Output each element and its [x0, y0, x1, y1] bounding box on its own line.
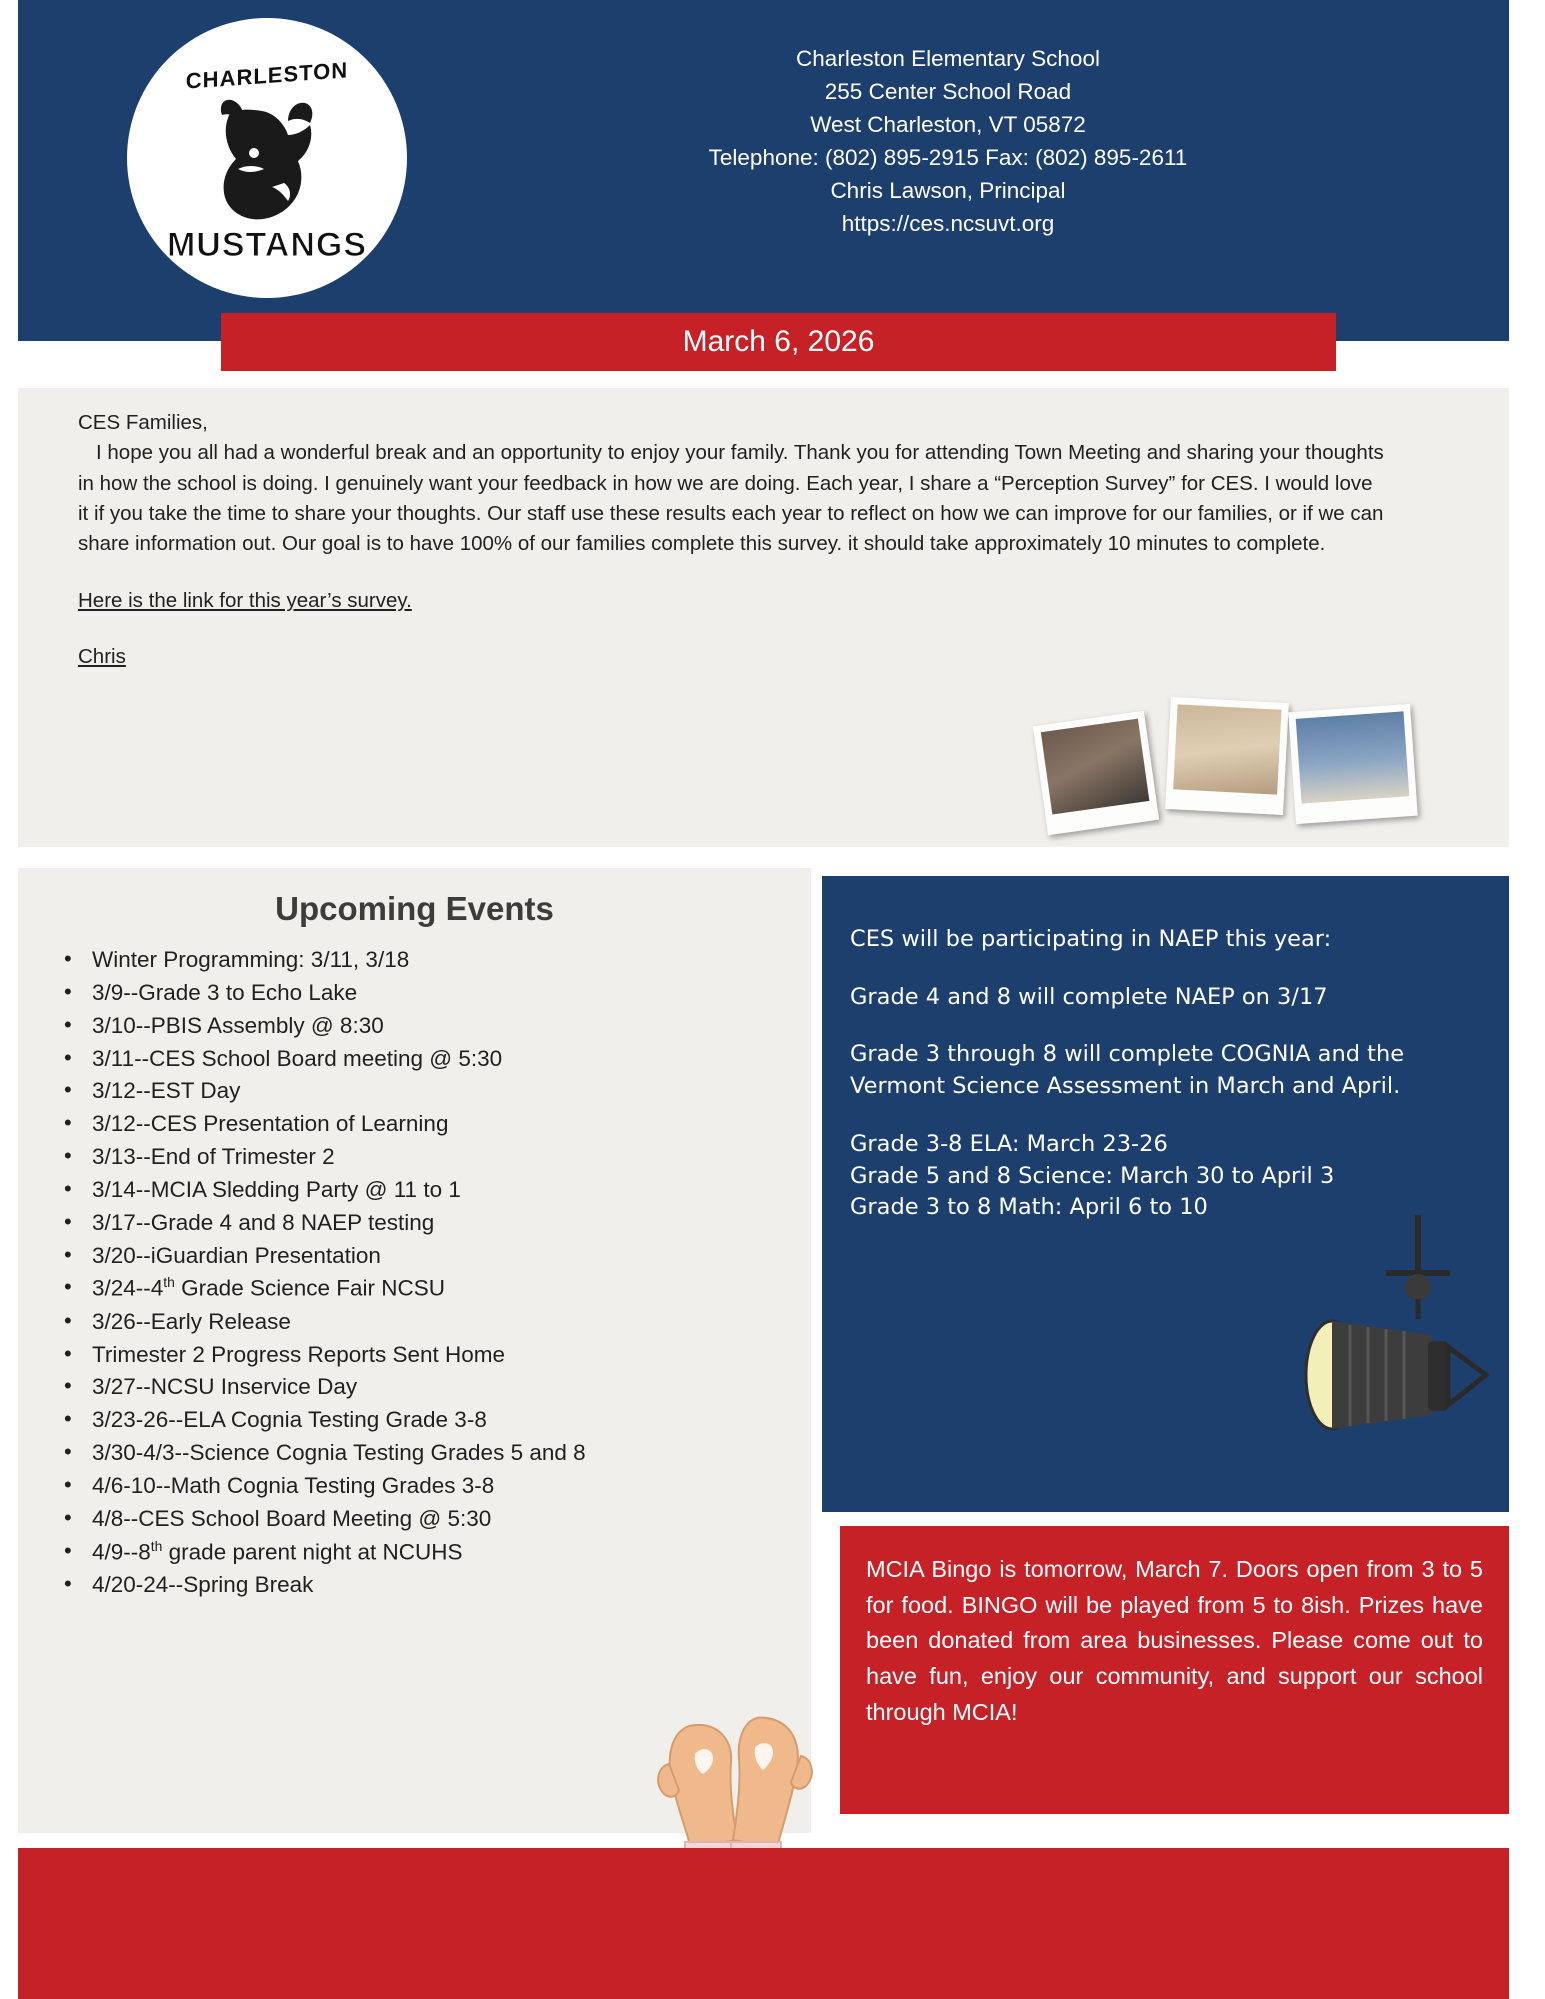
letter-signature: Chris — [78, 644, 126, 668]
event-text-cont: Grade Science Fair NCSU — [174, 1275, 446, 1301]
list-item — [56, 1207, 811, 1240]
photo-stem-car-project — [1033, 711, 1159, 836]
list-item — [56, 1075, 811, 1108]
event-text: 3/14--MCIA Sledding Party @ 11 to 1 — [92, 1176, 461, 1202]
event-text: Winter Programming: 3/11, 3/18 — [92, 947, 410, 972]
event-text: 3/17--Grade 4 and 8 NAEP testing — [92, 1209, 435, 1235]
school-city-state-zip: West Charleston, VT 05872 — [810, 112, 1086, 138]
school-principal: Chris Lawson, Principal — [830, 178, 1066, 204]
event-text: 4/9--8 — [92, 1539, 151, 1565]
list-item — [56, 1371, 811, 1404]
event-text-sup: th — [163, 1274, 175, 1291]
event-text: 3/27--NCSU Inservice Day — [92, 1374, 358, 1400]
event-text: 3/9--Grade 3 to Echo Lake — [92, 979, 358, 1005]
upcoming-events-panel — [18, 868, 811, 1833]
event-text: 3/24--4 — [92, 1275, 164, 1301]
logo-top-text: CHARLESTON — [185, 57, 349, 94]
survey-link[interactable]: Here is the link for this year’s survey. — [78, 588, 412, 612]
event-text: 3/12--EST Day — [92, 1078, 241, 1104]
list-item — [56, 1470, 811, 1503]
school-logo — [127, 18, 407, 298]
event-text-sup: th — [150, 1537, 163, 1554]
event-text: 3/26--Early Release — [92, 1308, 291, 1334]
list-item — [56, 1569, 811, 1602]
header-banner — [18, 0, 1509, 358]
photo-collage — [1030, 700, 1510, 850]
event-text: 4/6-10--Math Cognia Testing Grades 3-8 — [92, 1473, 495, 1498]
logo-bottom-text: MUSTANGS — [166, 226, 368, 264]
list-item — [56, 1306, 811, 1339]
school-address: 255 Center School Road — [824, 79, 1072, 105]
list-item — [56, 1339, 811, 1372]
list-item — [56, 1536, 811, 1569]
naep-line-2: Grade 4 and 8 will complete NAEP on 3/17 — [850, 983, 1328, 1010]
school-name: Charleston Elementary School — [796, 46, 1100, 71]
event-text: 3/20--iGuardian Presentation — [92, 1242, 381, 1268]
list-item — [56, 1503, 811, 1536]
list-item — [56, 1141, 811, 1174]
list-item — [56, 1240, 811, 1273]
list-item — [56, 1272, 811, 1305]
school-phone-fax: Telephone: (802) 895-2915 Fax: (802) 895-2611 — [708, 145, 1188, 171]
naep-line-3: Grade 3 through 8 will complete COGNIA and the Vermont Science Assessment in March and April. — [850, 1041, 1405, 1100]
events-title: Upcoming Events — [275, 890, 554, 927]
letter-greeting: CES Families, — [78, 411, 208, 434]
footer-bar — [18, 1848, 1509, 1999]
school-info — [448, 42, 1448, 240]
list-item — [56, 1174, 811, 1207]
event-text: 3/10--PBIS Assembly @ 8:30 — [92, 1012, 384, 1038]
event-text: 3/11--CES School Board meeting @ 5:30 — [92, 1045, 503, 1071]
list-item — [56, 977, 811, 1010]
naep-schedule-ela: Grade 3-8 ELA: March 23-26 — [850, 1130, 1168, 1157]
list-item — [56, 1404, 811, 1437]
bingo-text: MCIA Bingo is tomorrow, March 7. Doors open from 3 to 5 for food. BINGO will be played from 5 to 8ish. Prizes have been donated from area businesses. Please come out to have fun, enjoy our community, and support our school through MCIA! — [866, 1556, 1483, 1725]
naep-schedule-science: Grade 5 and 8 Science: March 30 to April 3 — [850, 1162, 1335, 1189]
event-text: 3/23-26--ELA Cognia Testing Grade 3-8 — [92, 1407, 487, 1433]
event-text: 3/30-4/3--Science Cognia Testing Grades 5 and 8 — [92, 1440, 586, 1466]
mustang-head-icon — [192, 95, 342, 230]
event-text: 4/8--CES School Board Meeting @ 5:30 — [92, 1505, 492, 1531]
list-item — [56, 1010, 811, 1043]
school-website[interactable]: https://ces.ncsuvt.org — [841, 211, 1055, 237]
event-text-cont: grade parent night at NCUHS — [162, 1539, 463, 1565]
bingo-announcement-panel — [840, 1526, 1509, 1814]
naep-schedule-math: Grade 3 to 8 Math: April 6 to 10 — [850, 1194, 1208, 1221]
letter-paragraph: I hope you all had a wonderful break and an opportunity to enjoy your family. Thank you for attending Town Meeting and sharing your thoughts in how the school is doing. I genuinely want your feedback in how we are doing. Each year, I share a “Perception Survey” for CES. I would love it if you take the time to share your thoughts. Our staff use these results each year to reflect on how we can improve for our families, or if we can share information out. Our goal is to have 100% of our families complete this survey. it should take approximately 10 minutes to complete. — [78, 441, 1384, 556]
stage-spotlight-icon — [1290, 1215, 1510, 1495]
list-item — [56, 1108, 811, 1141]
event-text: 3/13--End of Trimester 2 — [92, 1144, 335, 1170]
photo-classroom-table-activity — [1165, 697, 1289, 815]
event-text: 4/20-24--Spring Break — [92, 1572, 314, 1598]
list-item — [56, 944, 811, 977]
events-list — [18, 944, 811, 1602]
naep-line-1: CES will be participating in NAEP this year: — [850, 926, 1332, 952]
event-text: 3/12--CES Presentation of Learning — [92, 1111, 449, 1137]
list-item — [56, 1437, 811, 1470]
photo-tower-building-project — [1288, 704, 1418, 824]
list-item — [56, 1043, 811, 1076]
event-text: Trimester 2 Progress Reports Sent Home — [92, 1341, 506, 1367]
date-banner: March 6, 2026 — [221, 313, 1336, 371]
